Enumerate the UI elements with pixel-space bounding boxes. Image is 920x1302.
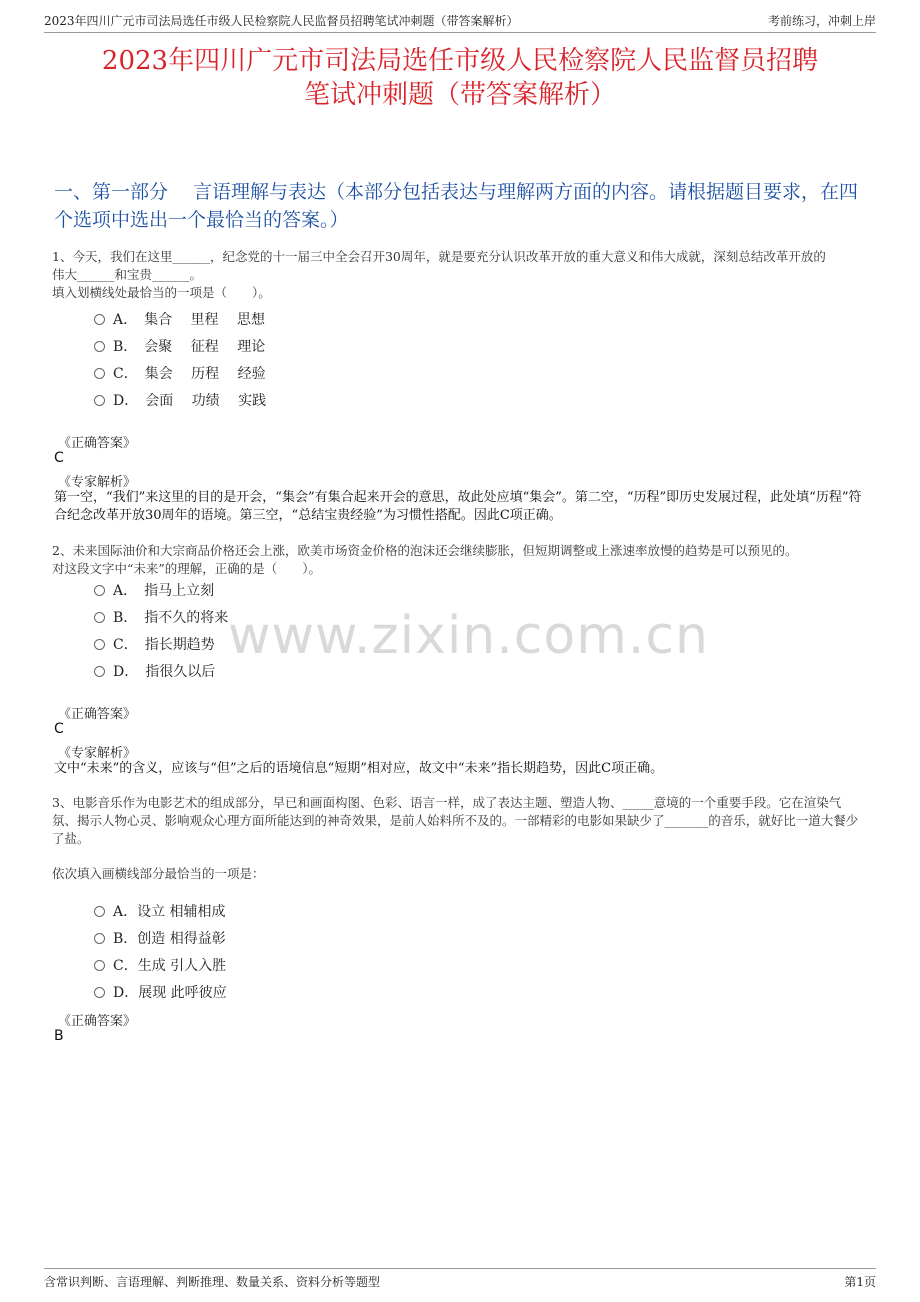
question-3-prompt: 依次填入画横线部分最恰当的一项是： bbox=[52, 866, 265, 881]
question-1-answer: C bbox=[54, 450, 64, 466]
footer-note: 含常识判断、言语理解、判断推理、数量关系、资料分析等题型 bbox=[44, 1275, 381, 1289]
option-label: D． 会面 功绩 实践 bbox=[113, 393, 267, 409]
radio-icon[interactable] bbox=[94, 666, 105, 677]
question-3-option-d[interactable] bbox=[94, 982, 227, 1002]
radio-icon[interactable] bbox=[94, 368, 105, 379]
question-2-option-c[interactable] bbox=[94, 634, 215, 654]
question-3-option-a[interactable] bbox=[94, 901, 226, 921]
radio-icon[interactable] bbox=[94, 612, 105, 623]
radio-icon[interactable] bbox=[94, 585, 105, 596]
radio-icon[interactable] bbox=[94, 906, 105, 917]
option-label: B． 会聚 征程 理论 bbox=[113, 339, 266, 355]
question-1-answer-label: 《正确答案》 bbox=[58, 436, 137, 451]
question-2-option-b[interactable] bbox=[94, 607, 228, 627]
question-1-stem-line-2: 伟大______和宝贵______。 bbox=[52, 267, 203, 282]
question-2-option-d[interactable] bbox=[94, 661, 215, 681]
question-1-option-b[interactable] bbox=[94, 336, 265, 356]
header-title: 2023年四川广元市司法局选任市级人民检察院人民监督员招聘笔试冲刺题（带答案解析） bbox=[44, 14, 519, 28]
question-3-answer: B bbox=[54, 1028, 64, 1044]
question-2-analysis-label: 《专家解析》 bbox=[58, 746, 137, 761]
question-1-stem bbox=[52, 248, 864, 302]
question-3-option-b[interactable] bbox=[94, 928, 226, 948]
question-2-analysis: 文中“未来”的含义，应该与“但”之后的语境信息“短期”相对应，故文中“未来”指长期趋势，因此C项正确。 bbox=[54, 761, 664, 776]
title-line-2: 笔试冲刺题（带答案解析） bbox=[303, 80, 616, 110]
question-2-prompt: 对这段文字中“未来”的理解，正确的是（ ）。 bbox=[52, 561, 322, 576]
page-footer bbox=[44, 1268, 876, 1289]
option-label: D． 指很久以后 bbox=[113, 664, 216, 680]
section-heading: 一、第一部分 言语理解与表达（本部分包括表达与理解两方面的内容。请根据题目要求，在四个选项中选出一个最恰当的答案。） bbox=[54, 181, 859, 231]
question-3-stem: 3、电影音乐作为电影艺术的组成部分，早已和画面构图、色彩、语言一样，成了表达主题、塑造人物、_____意境的一个重要手段。它在渲染气氛、揭示人物心灵、影响观众心理方面所能达到的神奇效果，是前人始料所不及的。一部精彩的电影如果缺少了_______的音乐，就好比一道大餐少了盐。 bbox=[52, 795, 859, 846]
question-3-answer-label: 《正确答案》 bbox=[58, 1014, 137, 1029]
radio-icon[interactable] bbox=[94, 987, 105, 998]
question-2-answer-label: 《正确答案》 bbox=[58, 707, 137, 722]
option-label: A． 指马上立刻 bbox=[113, 583, 215, 599]
option-label: C．生成 引人入胜 bbox=[113, 958, 227, 974]
page-number: 第1页 bbox=[844, 1275, 876, 1289]
option-label: C． 指长期趋势 bbox=[113, 637, 215, 653]
radio-icon[interactable] bbox=[94, 314, 105, 325]
radio-icon[interactable] bbox=[94, 341, 105, 352]
question-1-prompt: 填入划横线处最恰当的一项是（ ）。 bbox=[52, 285, 271, 300]
question-1-stem-line-1: 1、今天，我们在这里______，纪念党的十一届三中全会召开30周年，就是要充分认识改革开放的重大意义和伟大成就，深刻总结改革开放的 bbox=[52, 249, 826, 264]
option-label: B．创造 相得益彰 bbox=[113, 931, 226, 947]
question-1-option-c[interactable] bbox=[94, 363, 266, 383]
page-header bbox=[44, 10, 876, 33]
document-title bbox=[44, 44, 876, 112]
option-label: C． 集会 历程 经验 bbox=[113, 366, 266, 382]
question-1-analysis: 第一空，“我们”来这里的目的是开会，“集会”有集合起来开会的意思，故此处应填“集会”。第二空，“历程”即历史发展过程，此处填“历程”符合纪念改革开放30周年的语境。第三空，“总结宝贵经验”为习惯性搭配。因此C项正确。 bbox=[54, 490, 862, 523]
question-2-answer: C bbox=[54, 721, 64, 737]
question-2-stem-line-1: 2、未来国际油价和大宗商品价格还会上涨，欧美市场资金价格的泡沫还会继续膨胀，但短期调整或上涨速率放慢的趋势是可以预见的。 bbox=[52, 543, 798, 558]
question-1-option-a[interactable] bbox=[94, 309, 265, 329]
option-label: B． 指不久的将来 bbox=[113, 610, 229, 626]
header-slogan: 考前练习，冲刺上岸 bbox=[767, 14, 876, 28]
radio-icon[interactable] bbox=[94, 960, 105, 971]
radio-icon[interactable] bbox=[94, 933, 105, 944]
radio-icon[interactable] bbox=[94, 395, 105, 406]
watermark: www.zixin.com.cn bbox=[228, 606, 709, 666]
option-label: A． 集合 里程 思想 bbox=[113, 312, 266, 328]
option-label: A．设立 相辅相成 bbox=[113, 904, 226, 920]
question-2-option-a[interactable] bbox=[94, 580, 214, 600]
question-3-option-c[interactable] bbox=[94, 955, 226, 975]
radio-icon[interactable] bbox=[94, 639, 105, 650]
title-line-1: 2023年四川广元市司法局选任市级人民检察院人民监督员招聘 bbox=[101, 46, 819, 76]
question-1-option-d[interactable] bbox=[94, 390, 266, 410]
option-label: D．展现 此呼彼应 bbox=[113, 985, 227, 1001]
question-2-stem bbox=[52, 542, 864, 578]
question-1-analysis-label: 《专家解析》 bbox=[58, 475, 137, 490]
